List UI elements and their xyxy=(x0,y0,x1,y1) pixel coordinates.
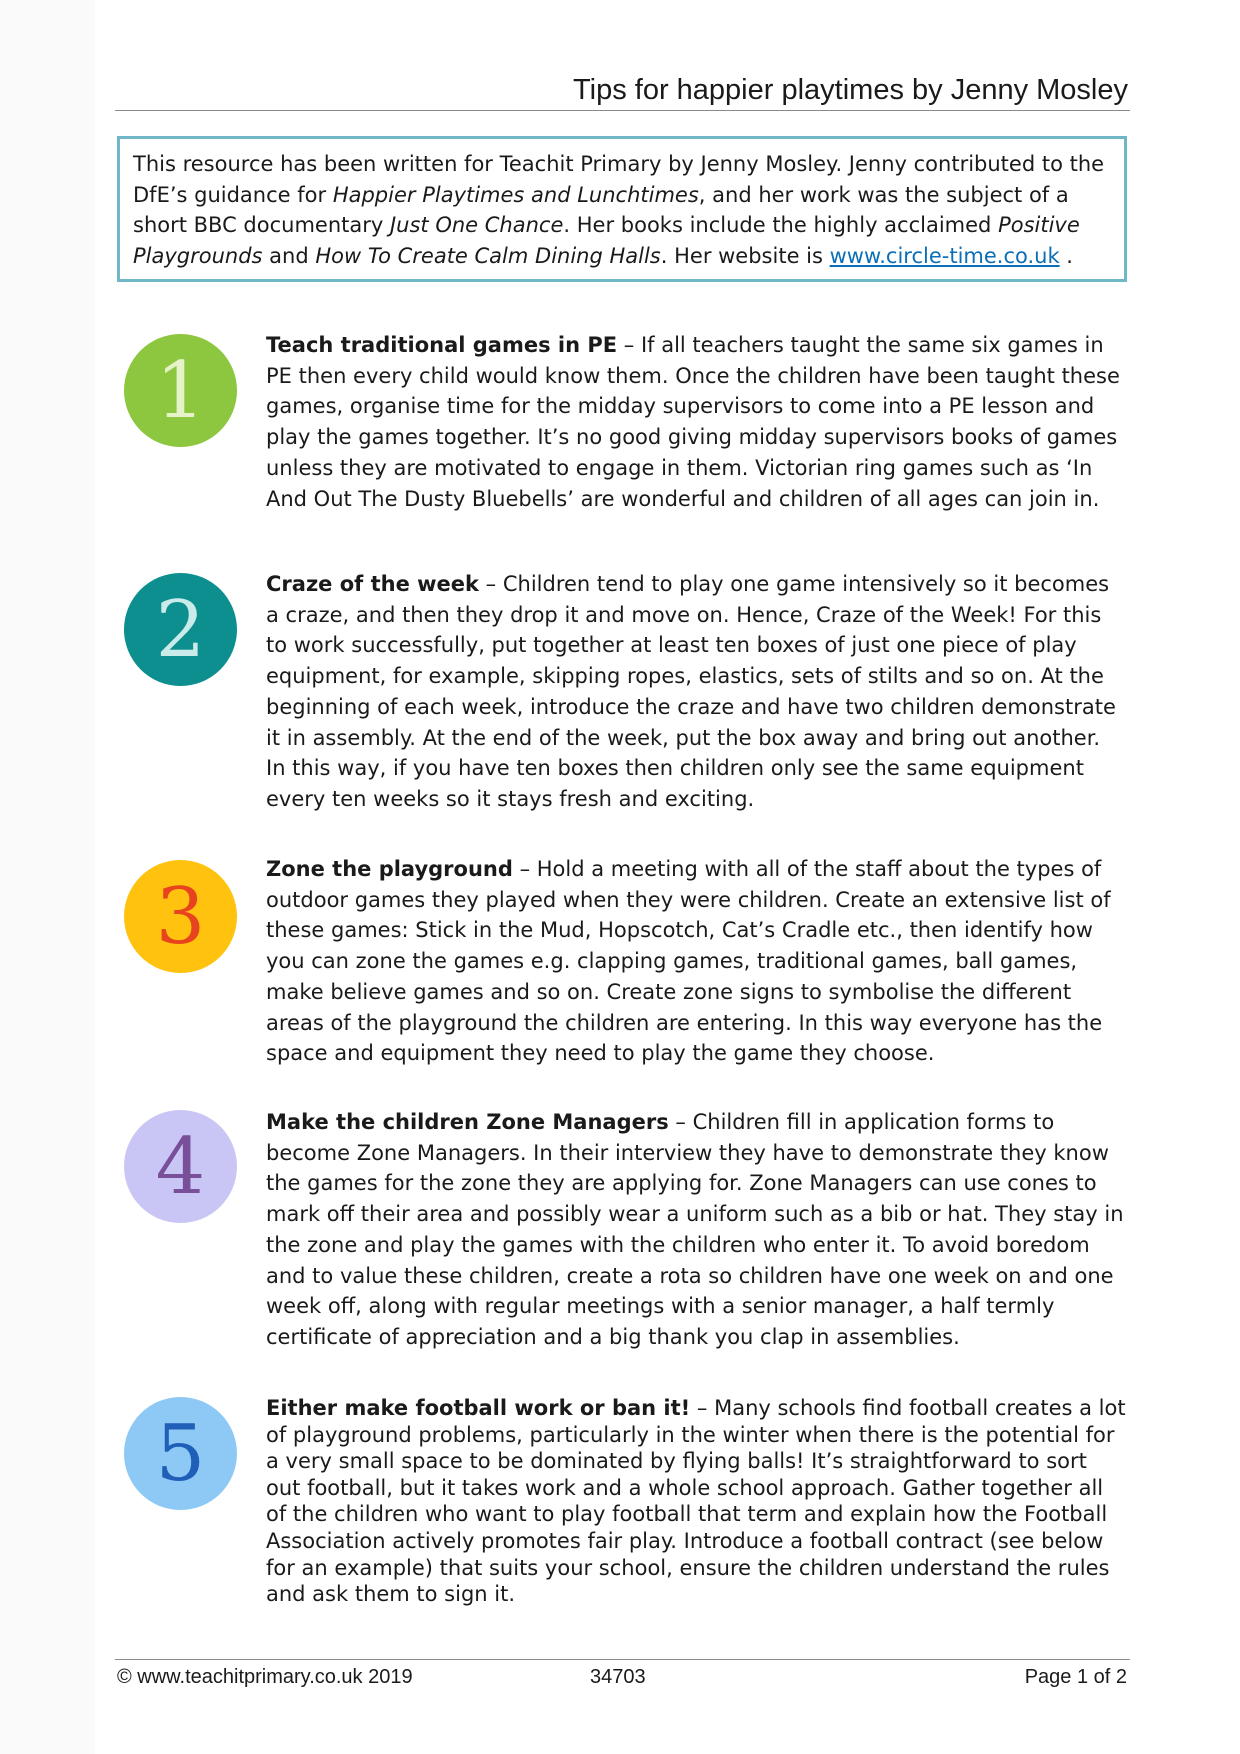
header-divider xyxy=(115,110,1130,111)
tip-separator: – xyxy=(617,333,641,357)
intro-text: This resource has been written for Teachit Primary by Jenny Mosley. Jenny contributed to the DfE’s guidance for xyxy=(133,152,1105,207)
number-2-icon xyxy=(124,573,237,686)
number-3-icon xyxy=(124,860,237,973)
intro-title-happier-playtimes: Happier Playtimes and Lunchtimes xyxy=(332,182,699,207)
number-1-icon xyxy=(124,334,237,447)
tip-heading: Either make football work or ban it! xyxy=(266,1396,691,1420)
tip-text xyxy=(266,569,1126,815)
website-link[interactable]: www.circle-time.co.uk xyxy=(829,243,1060,268)
tip-number: 5 xyxy=(155,1408,206,1499)
tip-separator: – xyxy=(478,572,503,596)
tip-number: 4 xyxy=(155,1121,206,1212)
intro-text: , and her work was the subject of a short BBC documentary xyxy=(133,182,1069,237)
intro-title-positive-playgrounds: Positive Playgrounds xyxy=(133,213,1080,268)
tip-number: 1 xyxy=(155,345,206,436)
tip-heading: Make the children Zone Managers xyxy=(266,1110,669,1134)
tip-heading: Craze of the week xyxy=(266,572,479,596)
intro-title-just-one-chance: Just One Chance xyxy=(389,213,564,237)
tip-heading: Teach traditional games in PE xyxy=(266,333,618,357)
tip-number: 3 xyxy=(155,871,206,962)
footer-page-number: Page 1 of 2 xyxy=(1024,1666,1127,1688)
intro-text: . Her books include the highly acclaimed xyxy=(563,213,999,237)
tip-text xyxy=(266,330,1126,514)
number-4-icon xyxy=(124,1110,237,1223)
intro-title-calm-dining-halls: How To Create Calm Dining Halls xyxy=(315,243,661,268)
tip-text xyxy=(266,1107,1126,1353)
footer-copyright: © www.teachitprimary.co.uk 2019 xyxy=(117,1666,413,1688)
tip-body: Many schools find football creates a lot of playground problems, particularly in the winter when there is the potential for a very small space to be dominated by flying balls! It’s straightforward to sort out football, but it takes work and a whole school approach. Gather together all of the children who want to play football that term and explain how the Football Association actively promotes fair play. Introduce a football contract (see below for an example) that suits your school, ensure the children understand the rules and ask them to sign it. xyxy=(266,1396,1126,1607)
tip-separator: – xyxy=(690,1396,715,1420)
footer-divider xyxy=(115,1659,1130,1660)
intro-text: . Her website is xyxy=(660,243,830,268)
tip-body: Children fill in application forms to become Zone Managers. In their interview they have to demonstrate they know the games for the zone they are applying for. Zone Managers can use cones to mark off their area and possibly wear a uniform such as a bib or hat. They stay in the zone and play the games with the children who enter it. To avoid boredom and to value these children, create a rota so children have one week on and one week off, along with regular meetings with a senior manager, a half termly certificate of appreciation and a big thank you clap in assemblies. xyxy=(266,1110,1124,1349)
footer-resource-code: 34703 xyxy=(590,1666,646,1688)
tip-body: Hold a meeting with all of the staff about the types of outdoor games they played when they were children. Create an extensive list of these games: Stick in the Mud, Hopscotch, Cat’s Cradle etc., then identify how you can zone the games e.g. clapping games, traditional games, ball games, make believe games and so on. Create zone signs to symbolise the different areas of the playground the children are entering. In this way everyone has the space and equipment they need to play the game they choose. xyxy=(266,857,1111,1066)
tip-number: 2 xyxy=(155,584,206,675)
tip-text xyxy=(266,854,1126,1069)
tip-text xyxy=(266,1395,1126,1608)
tip-separator: – xyxy=(512,857,537,881)
page-title: Tips for happier playtimes by Jenny Mosley xyxy=(573,74,1128,106)
tip-separator: – xyxy=(668,1110,693,1134)
intro-text: and xyxy=(262,243,316,268)
intro-box xyxy=(117,136,1127,282)
tip-heading: Zone the playground xyxy=(266,857,513,881)
tip-body: If all teachers taught the same six games in PE then every child would know them. Once the children have been taught these games, organise time for the midday supervisors to come into a PE lesson and play the games together. It’s no good giving midday supervisors books of games unless they are motivated to engage in them. Victorian ring games such as ‘In And Out The Dusty Bluebells’ are wonderful and children of all ages can join in. xyxy=(266,333,1120,511)
tip-body: Children tend to play one game intensively so it becomes a craze, and then they drop it and move on. Hence, Craze of the Week! For this to work successfully, put together at least ten boxes of just one piece of play equipment, for example, skipping ropes, elastics, sets of stilts and so on. At the beginning of each week, introduce the craze and have two children demonstrate it in assembly. At the end of the week, put the box away and bring out another. In this way, if you have ten boxes then children only see the same equipment every ten weeks so it stays fresh and exciting. xyxy=(266,572,1116,811)
page-margin xyxy=(0,0,95,1754)
number-5-icon xyxy=(124,1397,237,1510)
intro-text: . xyxy=(1059,243,1073,268)
